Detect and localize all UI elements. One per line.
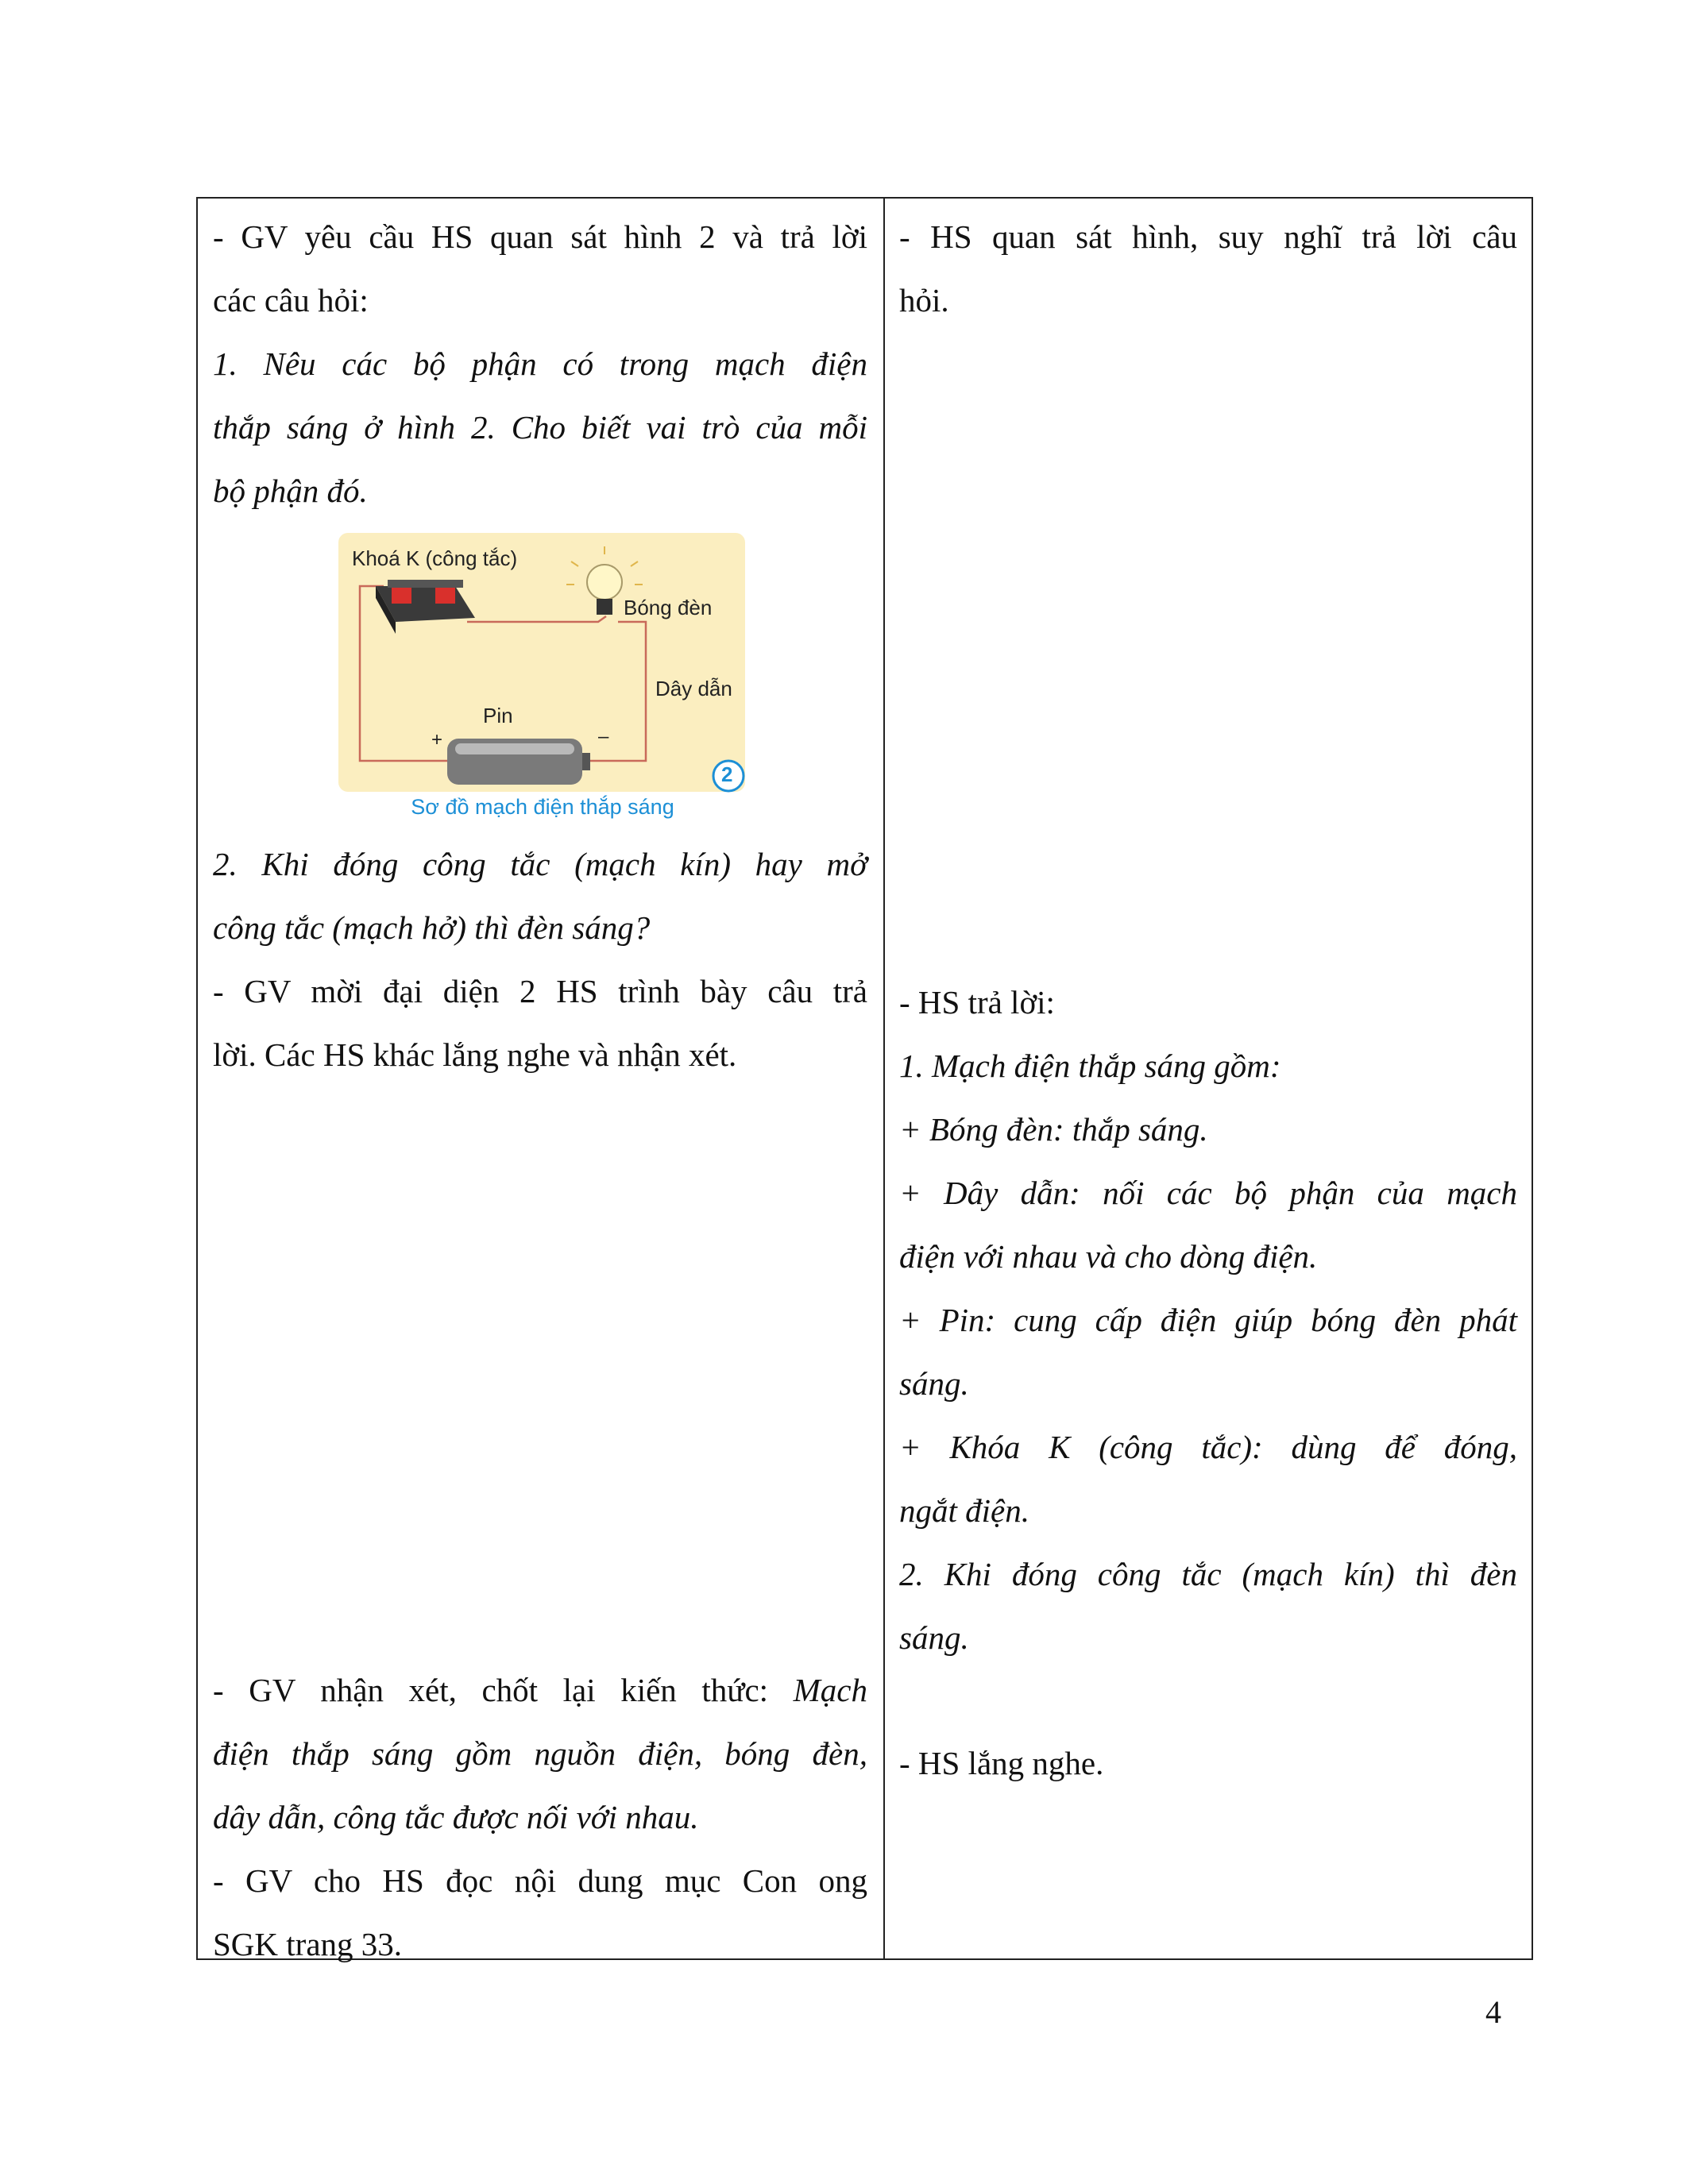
minus-sign: – xyxy=(598,726,609,747)
conclude-italic: Mạch xyxy=(793,1672,867,1708)
switch-terminal xyxy=(435,586,455,604)
question-1: thắp sáng ở hình 2. Cho biết vai trò của mỗi xyxy=(213,409,867,446)
answer-1-wire: + Dây dẫn: nối các bộ phận của mạch xyxy=(899,1175,1517,1211)
answer-1-wire: điện với nhau và cho dòng điện. xyxy=(899,1238,1318,1275)
plus-sign: + xyxy=(431,729,443,751)
answer-1-battery: + Pin: cung cấp điện giúp bóng đèn phát xyxy=(899,1302,1517,1338)
label-bulb: Bóng đèn xyxy=(624,596,713,619)
read-line: SGK trang 33. xyxy=(213,1926,403,1962)
label-battery: Pin xyxy=(483,704,513,727)
label-switch: Khoá K (công tắc) xyxy=(352,546,518,570)
observe-line: - HS quan sát hình, suy nghĩ trả lời câu xyxy=(899,218,1517,255)
page-number: 4 xyxy=(1485,1994,1501,2030)
answer-2: sáng. xyxy=(899,1619,969,1656)
question-2: công tắc (mạch hở) thì đèn sáng? xyxy=(213,909,651,946)
spacer xyxy=(213,1086,867,1658)
switch-terminal xyxy=(392,586,411,604)
answer-2: 2. Khi đóng công tắc (mạch kín) thì đèn xyxy=(899,1556,1517,1592)
answer-1-switch: ngắt điện. xyxy=(899,1492,1029,1529)
circuit-figure xyxy=(336,531,749,832)
student-activity-column xyxy=(899,205,1517,1795)
label-wire: Dây dẫn xyxy=(655,677,732,700)
conclude-line: điện thắp sáng gồm nguồn điện, bóng đèn, xyxy=(213,1735,867,1772)
answer-1-bulb: + Bóng đèn: thắp sáng. xyxy=(899,1111,1208,1148)
intro-line: - GV yêu cầu HS quan sát hình 2 và trả lời xyxy=(213,218,867,255)
question-2: 2. Khi đóng công tắc (mạch kín) hay mở xyxy=(213,846,867,882)
figure-caption: Sơ đồ mạch điện thắp sáng xyxy=(411,795,674,819)
answer-intro: - HS trả lời: xyxy=(899,984,1055,1021)
figure-number: 2 xyxy=(721,762,733,786)
battery-terminal xyxy=(582,753,590,770)
read-line: - GV cho HS đọc nội dung mục Con ong xyxy=(213,1862,867,1899)
answer-1-switch: + Khóa K (công tắc): dùng để đóng, xyxy=(899,1429,1517,1465)
spacer xyxy=(899,1669,1517,1731)
teacher-activity-column xyxy=(213,205,867,1976)
conclude-line: dây dẫn, công tắc được nối với nhau. xyxy=(213,1799,699,1835)
invite-line: - GV mời đại diện 2 HS trình bày câu trả xyxy=(213,973,867,1009)
answer-1-title: 1. Mạch điện thắp sáng gồm: xyxy=(899,1048,1281,1084)
spacer xyxy=(899,332,1517,970)
question-1: bộ phận đó. xyxy=(213,473,368,509)
question-1: 1. Nêu các bộ phận có trong mạch điện xyxy=(213,345,867,382)
conclude-prefix: - GV nhận xét, chốt lại kiến thức: xyxy=(213,1672,794,1708)
bulb-base xyxy=(597,599,612,615)
battery-shine xyxy=(455,743,574,754)
column-divider xyxy=(883,197,885,1960)
answer-1-battery: sáng. xyxy=(899,1365,969,1402)
listen-line: - HS lắng nghe. xyxy=(899,1745,1104,1781)
intro-line: các câu hỏi: xyxy=(213,282,369,318)
observe-line: hỏi. xyxy=(899,282,949,318)
bulb-icon xyxy=(587,565,622,600)
invite-line: lời. Các HS khác lắng nghe và nhận xét. xyxy=(213,1036,737,1073)
switch-lever xyxy=(388,580,463,588)
conclude-line xyxy=(213,1658,867,1722)
